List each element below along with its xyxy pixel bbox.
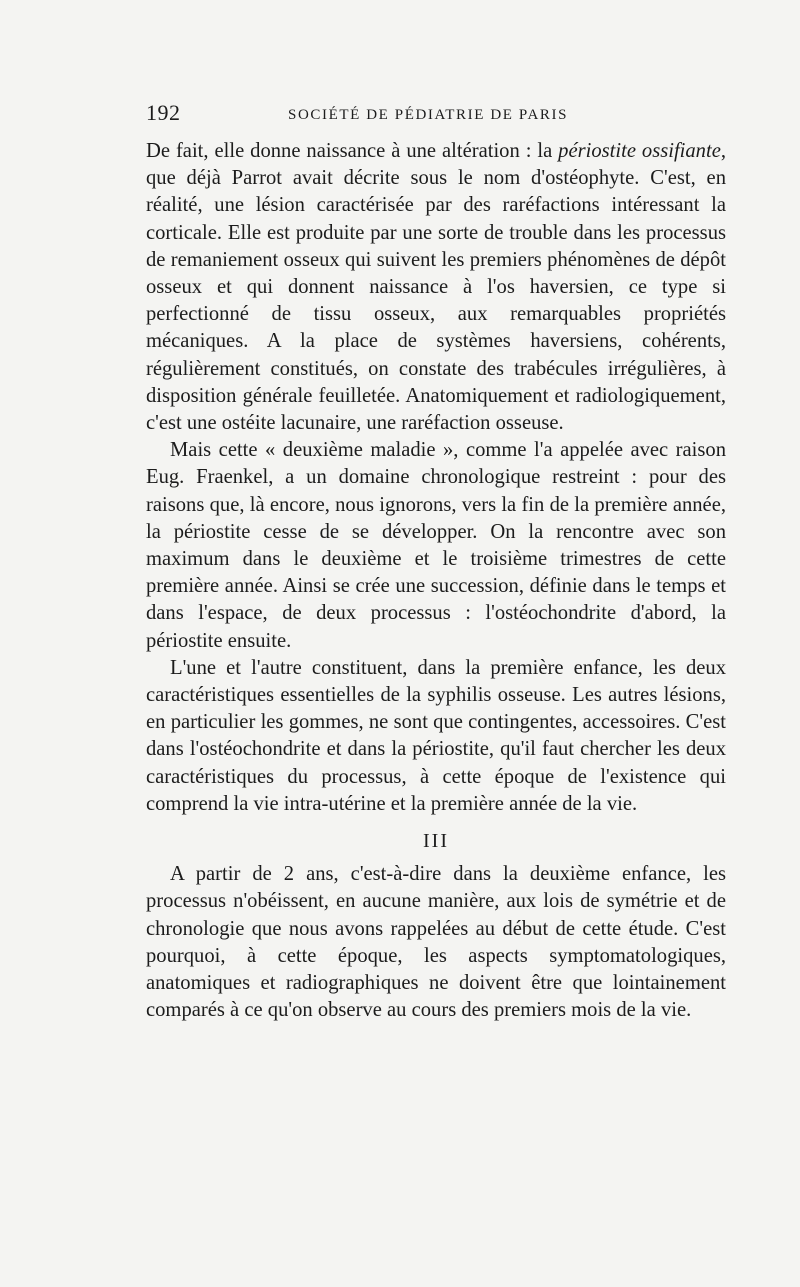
body-text — [146, 138, 726, 1025]
running-title: SOCIÉTÉ DE PÉDIATRIE DE PARIS — [288, 107, 569, 123]
paragraph-2: Mais cette « deuxième maladie », comme l'a appelée avec raison Eug. Fraenkel, a un domaine chronologique restreint : pour des raisons que, là encore, nous ignorons, vers la fin de la première année, la périostite cesse de se développer. On la rencontre avec son maximum dans le deuxième et le troisième trimestres de cette première année. Ainsi se crée une succession, définie dans le temps et dans l'espace, de deux processus : l'ostéochondrite d'abord, la périostite ensuite. — [146, 439, 726, 652]
section-paragraph: A partir de 2 ans, c'est-à-dire dans la deuxième enfance, les processus n'obéissent, en aucune manière, aux lois de symétrie et de chronologie que nous avons rappelées au début de cette étude. C'est pourquoi, à cette époque, les aspects symptomatologiques, anatomiques et radiographiques ne doivent être que lointainement comparés à ce qu'on observe au cours des premiers mois de la vie. — [146, 863, 726, 1022]
paragraph-1-rest: , que déjà Parrot avait décrite sous le nom d'ostéophyte. C'est, en réalité, une lésion caractérisée par des raréfactions intéressant la corticale. Elle est produite par une sorte de trouble dans les processus de remaniement osseux qui suivent les premiers phénomènes de dépôt osseux et qui donnent naissance à l'os haversien, ce type si perfectionné de tissu osseux, aux remarquables propriétés mécaniques. A la place de systèmes haversiens, cohérents, régulièrement constitués, on constate des trabécules irrégulières, à disposition générale feuilletée. Anatomiquement et radiologiquement, c'est une ostéite lacunaire, une raréfaction osseuse. — [146, 140, 727, 435]
running-head — [146, 100, 726, 130]
italic-term: périostite ossifiante — [558, 140, 721, 162]
paragraph-3: L'une et l'autre constituent, dans la première enfance, les deux caractéristiques essentielles de la syphilis osseuse. Les autres lésions, en particulier les gommes, ne sont que contingentes, accessoires. C'est dans l'ostéochondrite et dans la périostite, qu'il faut chercher les deux caractéristiques du processus, à cette époque de l'existence qui comprend la vie intra-utérine et la première année de la vie. — [146, 656, 726, 815]
paragraph-1 — [146, 138, 726, 437]
section-heading: III — [423, 830, 449, 853]
page-number: 192 — [146, 100, 181, 125]
paragraph-1-start: De fait, elle donne naissance à une altération : la — [146, 140, 559, 162]
